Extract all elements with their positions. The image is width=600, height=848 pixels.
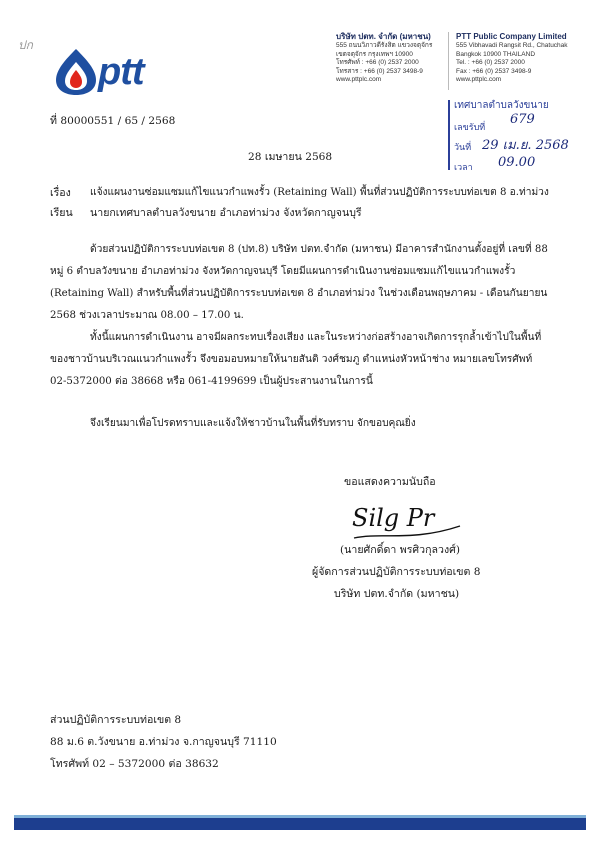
letter-date: 28 เมษายน 2568 bbox=[248, 151, 333, 163]
stamp-date-value: 29 เม.ย. 2568 bbox=[482, 138, 569, 153]
signer-title: ผู้จัดการส่วนปฏิบัติการระบบท่อเขต 8 bbox=[312, 566, 481, 578]
stamp-time-value: 09.00 bbox=[498, 155, 536, 170]
closing: ขอแสดงความนับถือ bbox=[344, 476, 436, 488]
footer-band bbox=[14, 818, 586, 830]
para1-line3: (Retaining Wall) สำหรับพื้นที่ส่วนปฏิบัติการระบบท่อเขต 8 อำเภอท่าม่วง ในช่วงเดือนพฤษภาคม - เดือนกันยายน bbox=[50, 288, 548, 299]
to-label: เรียน bbox=[50, 207, 73, 219]
to-text: นายกเทศบาลตำบลวังขนาย อำเภอท่าม่วง จังหวัดกาญจนบุรี bbox=[90, 207, 362, 219]
stamp-org: เทศบาลตำบลวังขนาย bbox=[454, 100, 549, 111]
para2-line3: 02-5372000 ต่อ 38668 หรือ 061-4199699 เป็นผู้ประสานงานในการนี้ bbox=[50, 376, 373, 387]
footer-line2: 88 ม.6 ต.วังขนาย อ.ท่าม่วง จ.กาญจนบุรี 71110 bbox=[50, 736, 277, 748]
header-divider bbox=[448, 32, 449, 90]
handwritten-mark: ปก bbox=[18, 38, 33, 52]
para2-line2: ของชาวบ้านบริเวณแนวกำแพงรั้ว จึงขอมอบหมายให้นายสันติ วงศ์ชมภู ตำแหน่งหัวหน้าช่าง หมายเลขโทรศัพท์ bbox=[50, 354, 533, 365]
subject-label: เรื่อง bbox=[50, 187, 71, 199]
signature: Silg Pr bbox=[352, 504, 435, 532]
stamp-recv-value: 679 bbox=[510, 112, 535, 127]
header-english-address: PTT Public Company Limited 555 Vibhavadi Rangsit Rd., Chatuchak Bangkok 10900 THAILAND Tel. : +66 (0) 2537 2000 Fax : +66 (0) 2537 3498-9 www.pttplc.com bbox=[456, 32, 568, 84]
stamp-date-label: วันที่ bbox=[454, 143, 472, 153]
ptt-wordmark: ptt bbox=[98, 51, 144, 93]
header-thai-address: บริษัท ปตท. จำกัด (มหาชน) 555 ถนนวิภาวดีรังสิต แขวงจตุจักร เขตจตุจักร กรุงเทพฯ 10900 โทรศัพท์ : +66 (0) 2537 2000 โทรสาร : +66 (0) 2537 3498-9 www.pttplc.com bbox=[336, 32, 433, 84]
para2-line1: ทั้งนี้แผนการดำเนินงาน อาจมีผลกระทบเรื่องเสียง และในระหว่างก่อสร้างอาจเกิดการรุกล้ำเข้าไปในพื้นที่ bbox=[90, 332, 542, 343]
subject-text: แจ้งแผนงานซ่อมแซมแก้ไขแนวกำแพงรั้ว (Retaining Wall) พื้นที่ส่วนปฏิบัติการระบบท่อเขต 8 อ.ท่าม่วง bbox=[90, 187, 549, 198]
para1-line4: 2568 ช่วงเวลาประมาณ 08.00 – 17.00 น. bbox=[50, 310, 244, 321]
signer-company: บริษัท ปตท.จำกัด (มหาชน) bbox=[334, 588, 460, 600]
footer-line1: ส่วนปฏิบัติการระบบท่อเขต 8 bbox=[50, 714, 182, 726]
receipt-stamp bbox=[448, 98, 576, 176]
signer-name: (นายศักดิ์ดา พรศิวกุลวงศ์) bbox=[340, 544, 460, 556]
para1-line1: ด้วยส่วนปฏิบัติการระบบท่อเขต 8 (ปท.8) บริษัท ปตท.จำกัด (มหาชน) มีอาคารสำนักงานตั้งอยู่ที่ เลขที่ 88 bbox=[90, 244, 548, 255]
ptt-flame-logo-icon bbox=[55, 48, 97, 96]
stamp-recv-label: เลขรับที่ bbox=[454, 123, 486, 133]
para1-line2: หมู่ 6 ตำบลวังขนาย อำเภอท่าม่วง จังหวัดกาญจนบุรี โดยมีแผนการดำเนินงานซ่อมแซมแก้ไขแนวกำแพงรั้ว bbox=[50, 266, 516, 277]
para3: จึงเรียนมาเพื่อโปรดทราบและแจ้งให้ชาวบ้านในพื้นที่รับทราบ จักขอบคุณยิ่ง bbox=[90, 418, 416, 429]
reference-number: ที่ 80000551 / 65 / 2568 bbox=[50, 115, 176, 127]
stamp-time-label: เวลา bbox=[454, 163, 473, 173]
footer-line3: โทรศัพท์ 02 – 5372000 ต่อ 38632 bbox=[50, 758, 219, 770]
